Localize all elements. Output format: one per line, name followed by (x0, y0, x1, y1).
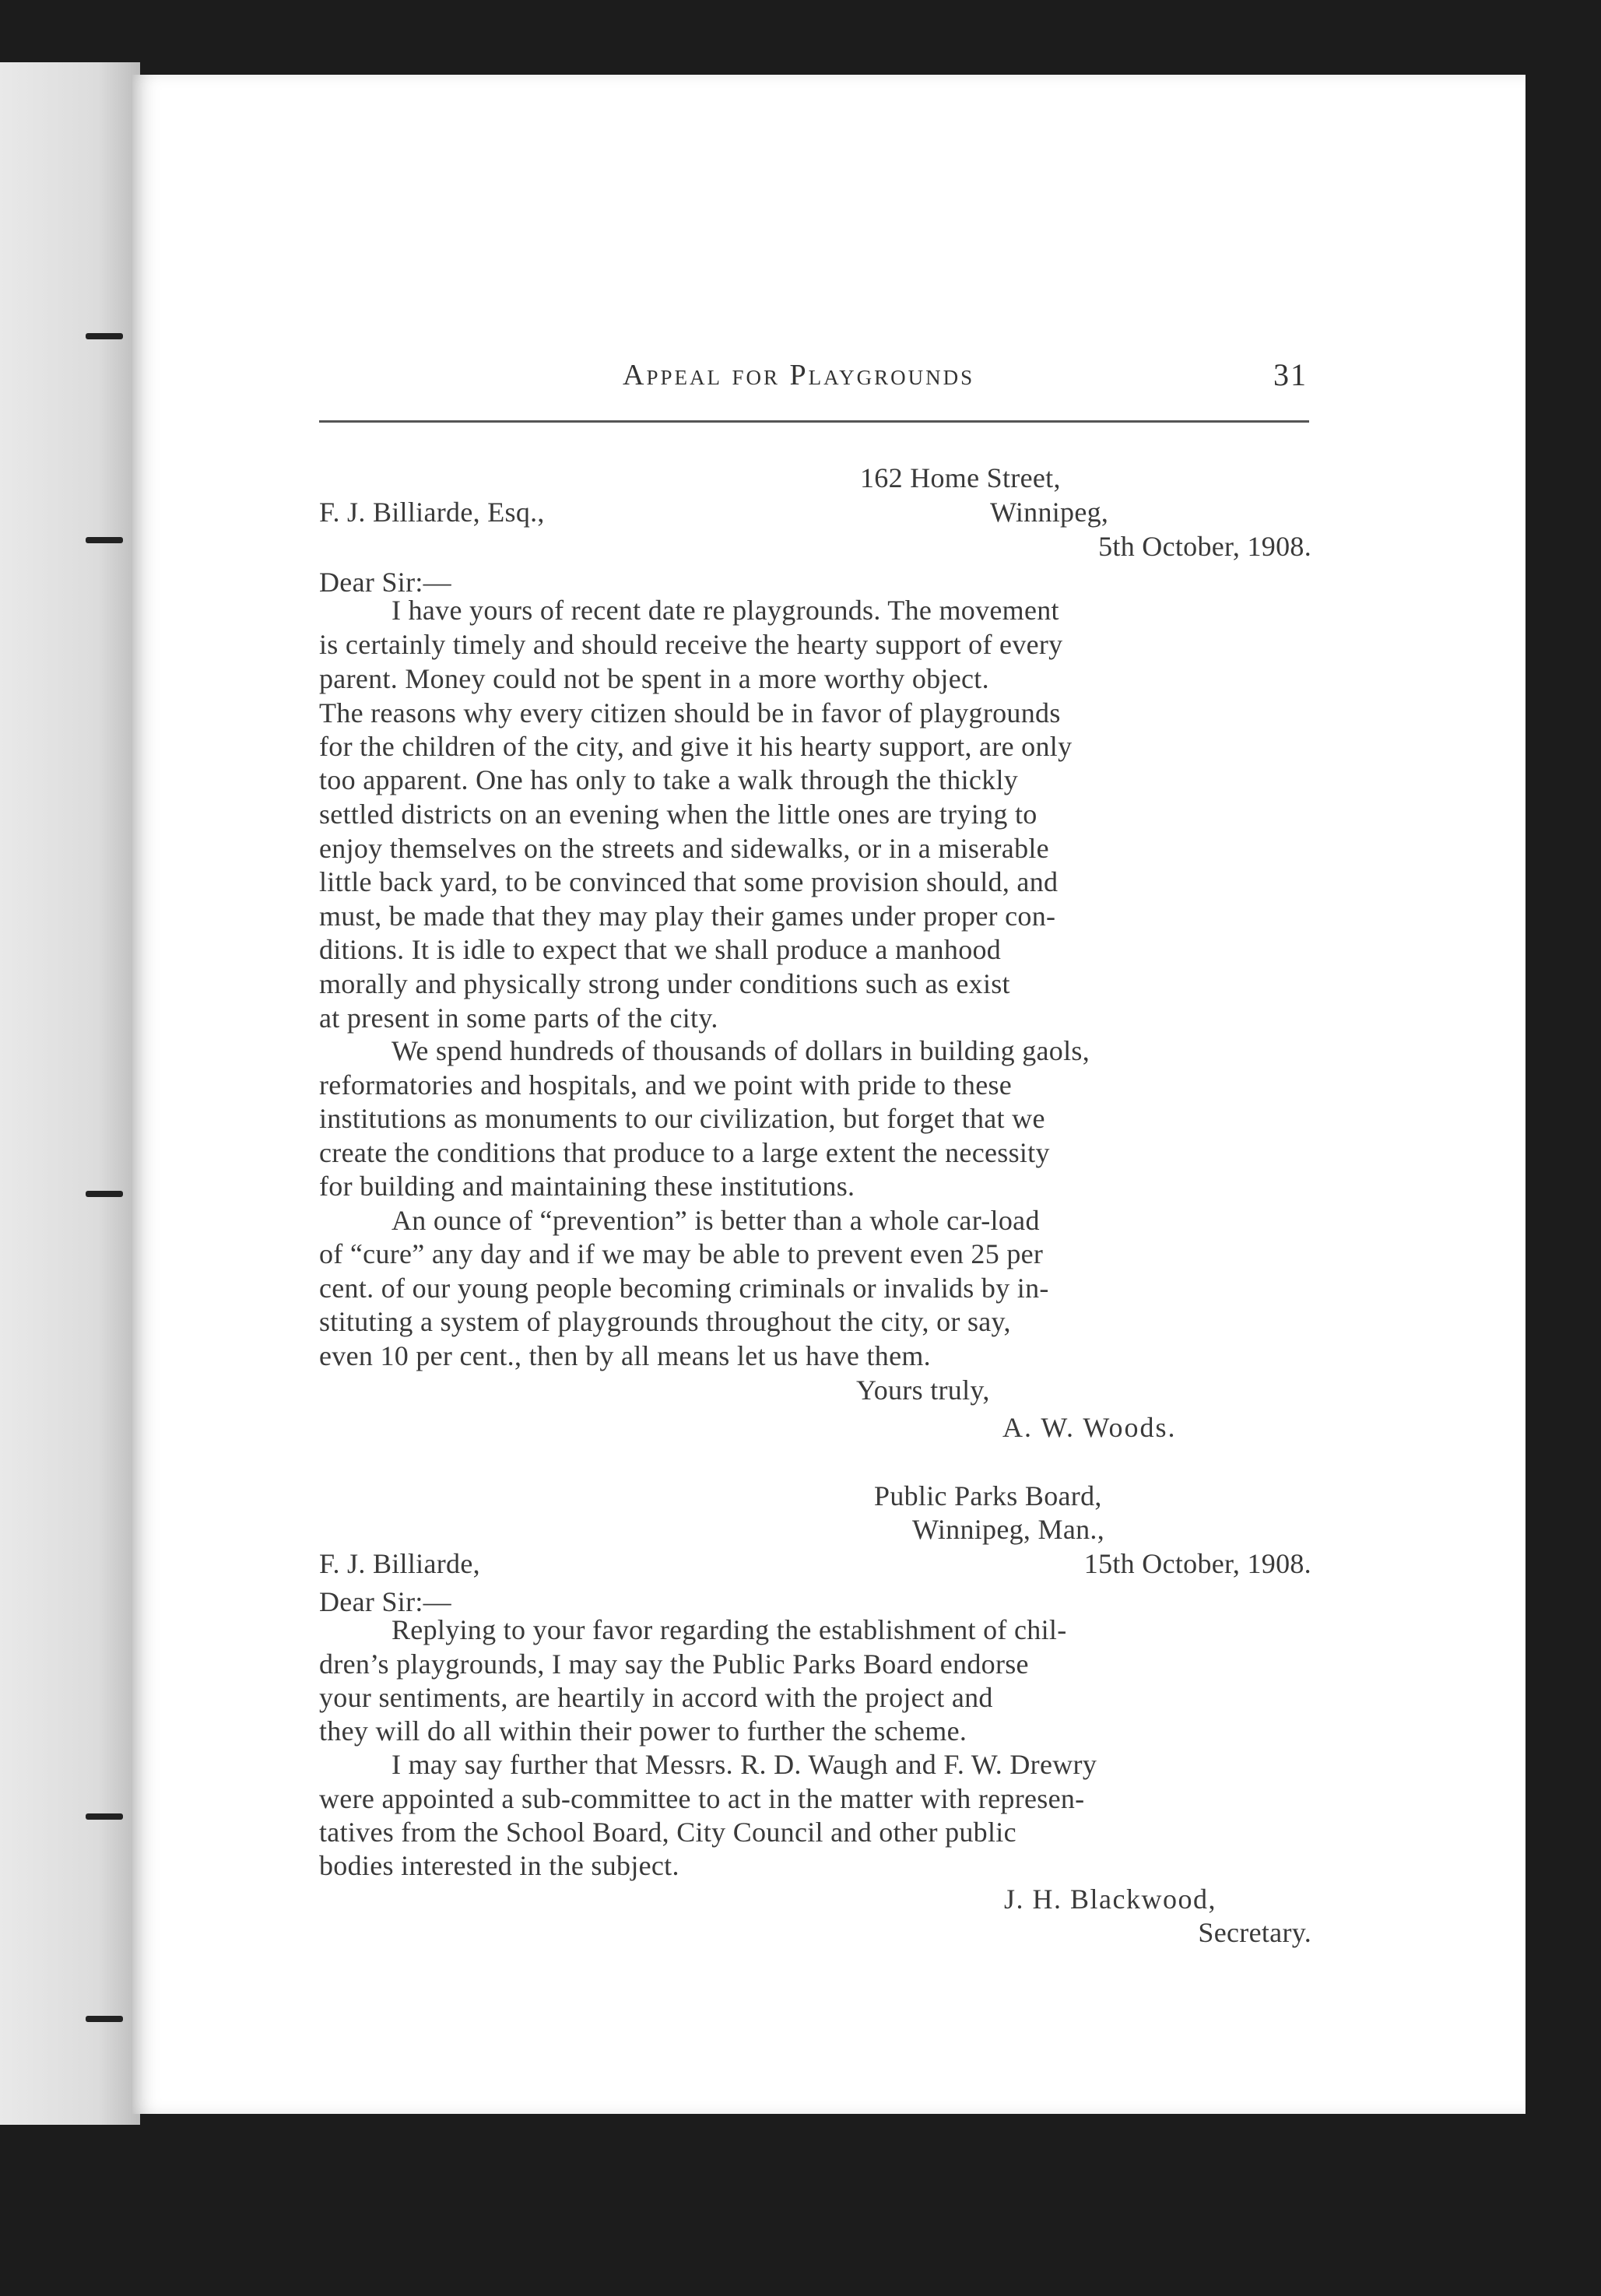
letter1-body-line: The reasons why every citizen should be in favor of playgrounds (319, 697, 1061, 728)
letter1-body-line: An ounce of “prevention” is better than a whole car-load (391, 1205, 1040, 1236)
letter1-body-line: create the conditions that produce to a large extent the necessity (319, 1137, 1050, 1168)
letter2-address-line2: Winnipeg, Man., (912, 1514, 1105, 1545)
letter1-body-line: for the children of the city, and give it his hearty support, are only (319, 731, 1073, 762)
binding-tab (86, 537, 123, 543)
page-number: 31 (1273, 357, 1308, 392)
letter2-date: 15th October, 1908. (1083, 1548, 1311, 1579)
letter2-body-line: they will do all within their power to further the scheme. (319, 1715, 967, 1747)
letter1-body-line: settled districts on an evening when the little ones are trying to (319, 799, 1037, 830)
letter1-recipient: F. J. Billiarde, Esq., (319, 497, 545, 528)
letter2-body-line: I may say further that Messrs. R. D. Waugh and F. W. Drewry (391, 1749, 1097, 1780)
letter2-body-line: tatives from the School Board, City Council and other public (319, 1817, 1016, 1848)
letter1-body-line: stituting a system of playgrounds throughout the city, or say, (319, 1306, 1011, 1337)
letter1-body-line: at present in some parts of the city. (319, 1002, 718, 1034)
letter1-body-line: I have yours of recent date re playgrounds. The movement (391, 595, 1059, 626)
letter1-address-line1: 162 Home Street, (860, 462, 1061, 493)
letter1-closing: Yours truly, (856, 1374, 990, 1406)
binding-tab (86, 1191, 123, 1197)
letter1-body-line: reformatories and hospitals, and we point with pride to these (319, 1069, 1013, 1101)
letter1-body-line: parent. Money could not be spent in a more worthy object. (319, 663, 989, 694)
letter1-date: 5th October, 1908. (1098, 531, 1311, 562)
letter2-body-line: were appointed a sub-committee to act in the matter with represen- (319, 1783, 1085, 1814)
letter1-salutation: Dear Sir:— (319, 567, 451, 598)
binding-tab (86, 2016, 123, 2022)
running-title: Appeal for Playgrounds (623, 359, 975, 391)
letter1-body-line: little back yard, to be convinced that some provision should, and (319, 866, 1059, 897)
letter1-address-line2: Winnipeg, (990, 497, 1109, 528)
letter2-recipient: F. J. Billiarde, (319, 1548, 480, 1579)
letter2-body-line: Replying to your favor regarding the establishment of chil- (391, 1614, 1067, 1645)
letter1-body-line: for building and maintaining these institutions. (319, 1171, 855, 1202)
letter1-body-line: ditions. It is idle to expect that we shall produce a manhood (319, 934, 1002, 965)
letter1-body-line: must, be made that they may play their games under proper con- (319, 900, 1056, 932)
binding-tab (86, 333, 123, 339)
letter2-signatory-title: Secretary. (1198, 1917, 1311, 1948)
letter1-body-line: is certainly timely and should receive the hearty support of every (319, 629, 1063, 660)
letter1-signature: A. W. Woods. (1002, 1412, 1177, 1443)
letter1-body-line: cent. of our young people becoming criminals or invalids by in- (319, 1273, 1049, 1304)
letter1-body-line: of “cure” any day and if we may be able to prevent even 25 per (319, 1238, 1044, 1269)
letter1-body-line: morally and physically strong under conditions such as exist (319, 968, 1010, 999)
letter1-body-line: institutions as monuments to our civilization, but forget that we (319, 1103, 1045, 1134)
letter1-body-line: We spend hundreds of thousands of dollars in building gaols, (391, 1035, 1090, 1066)
letter1-body-line: too apparent. One has only to take a walk through the thickly (319, 764, 1019, 795)
letter2-body-line: bodies interested in the subject. (319, 1850, 679, 1881)
binding-tab (86, 1813, 123, 1820)
letter1-body-line: enjoy themselves on the streets and sidewalks, or in a miserable (319, 833, 1049, 864)
letter2-salutation: Dear Sir:— (319, 1586, 451, 1617)
running-header (319, 352, 1308, 395)
letter2-body-line: dren’s playgrounds, I may say the Public Parks Board endorse (319, 1648, 1029, 1680)
letter2-body-line: your sentiments, are heartily in accord with the project and (319, 1682, 993, 1713)
letter1-body-line: even 10 per cent., then by all means let us have them. (319, 1340, 931, 1371)
letter2-signature: J. H. Blackwood, (1004, 1883, 1217, 1915)
header-rule (319, 420, 1309, 423)
letter2-address-line1: Public Parks Board, (874, 1480, 1102, 1511)
